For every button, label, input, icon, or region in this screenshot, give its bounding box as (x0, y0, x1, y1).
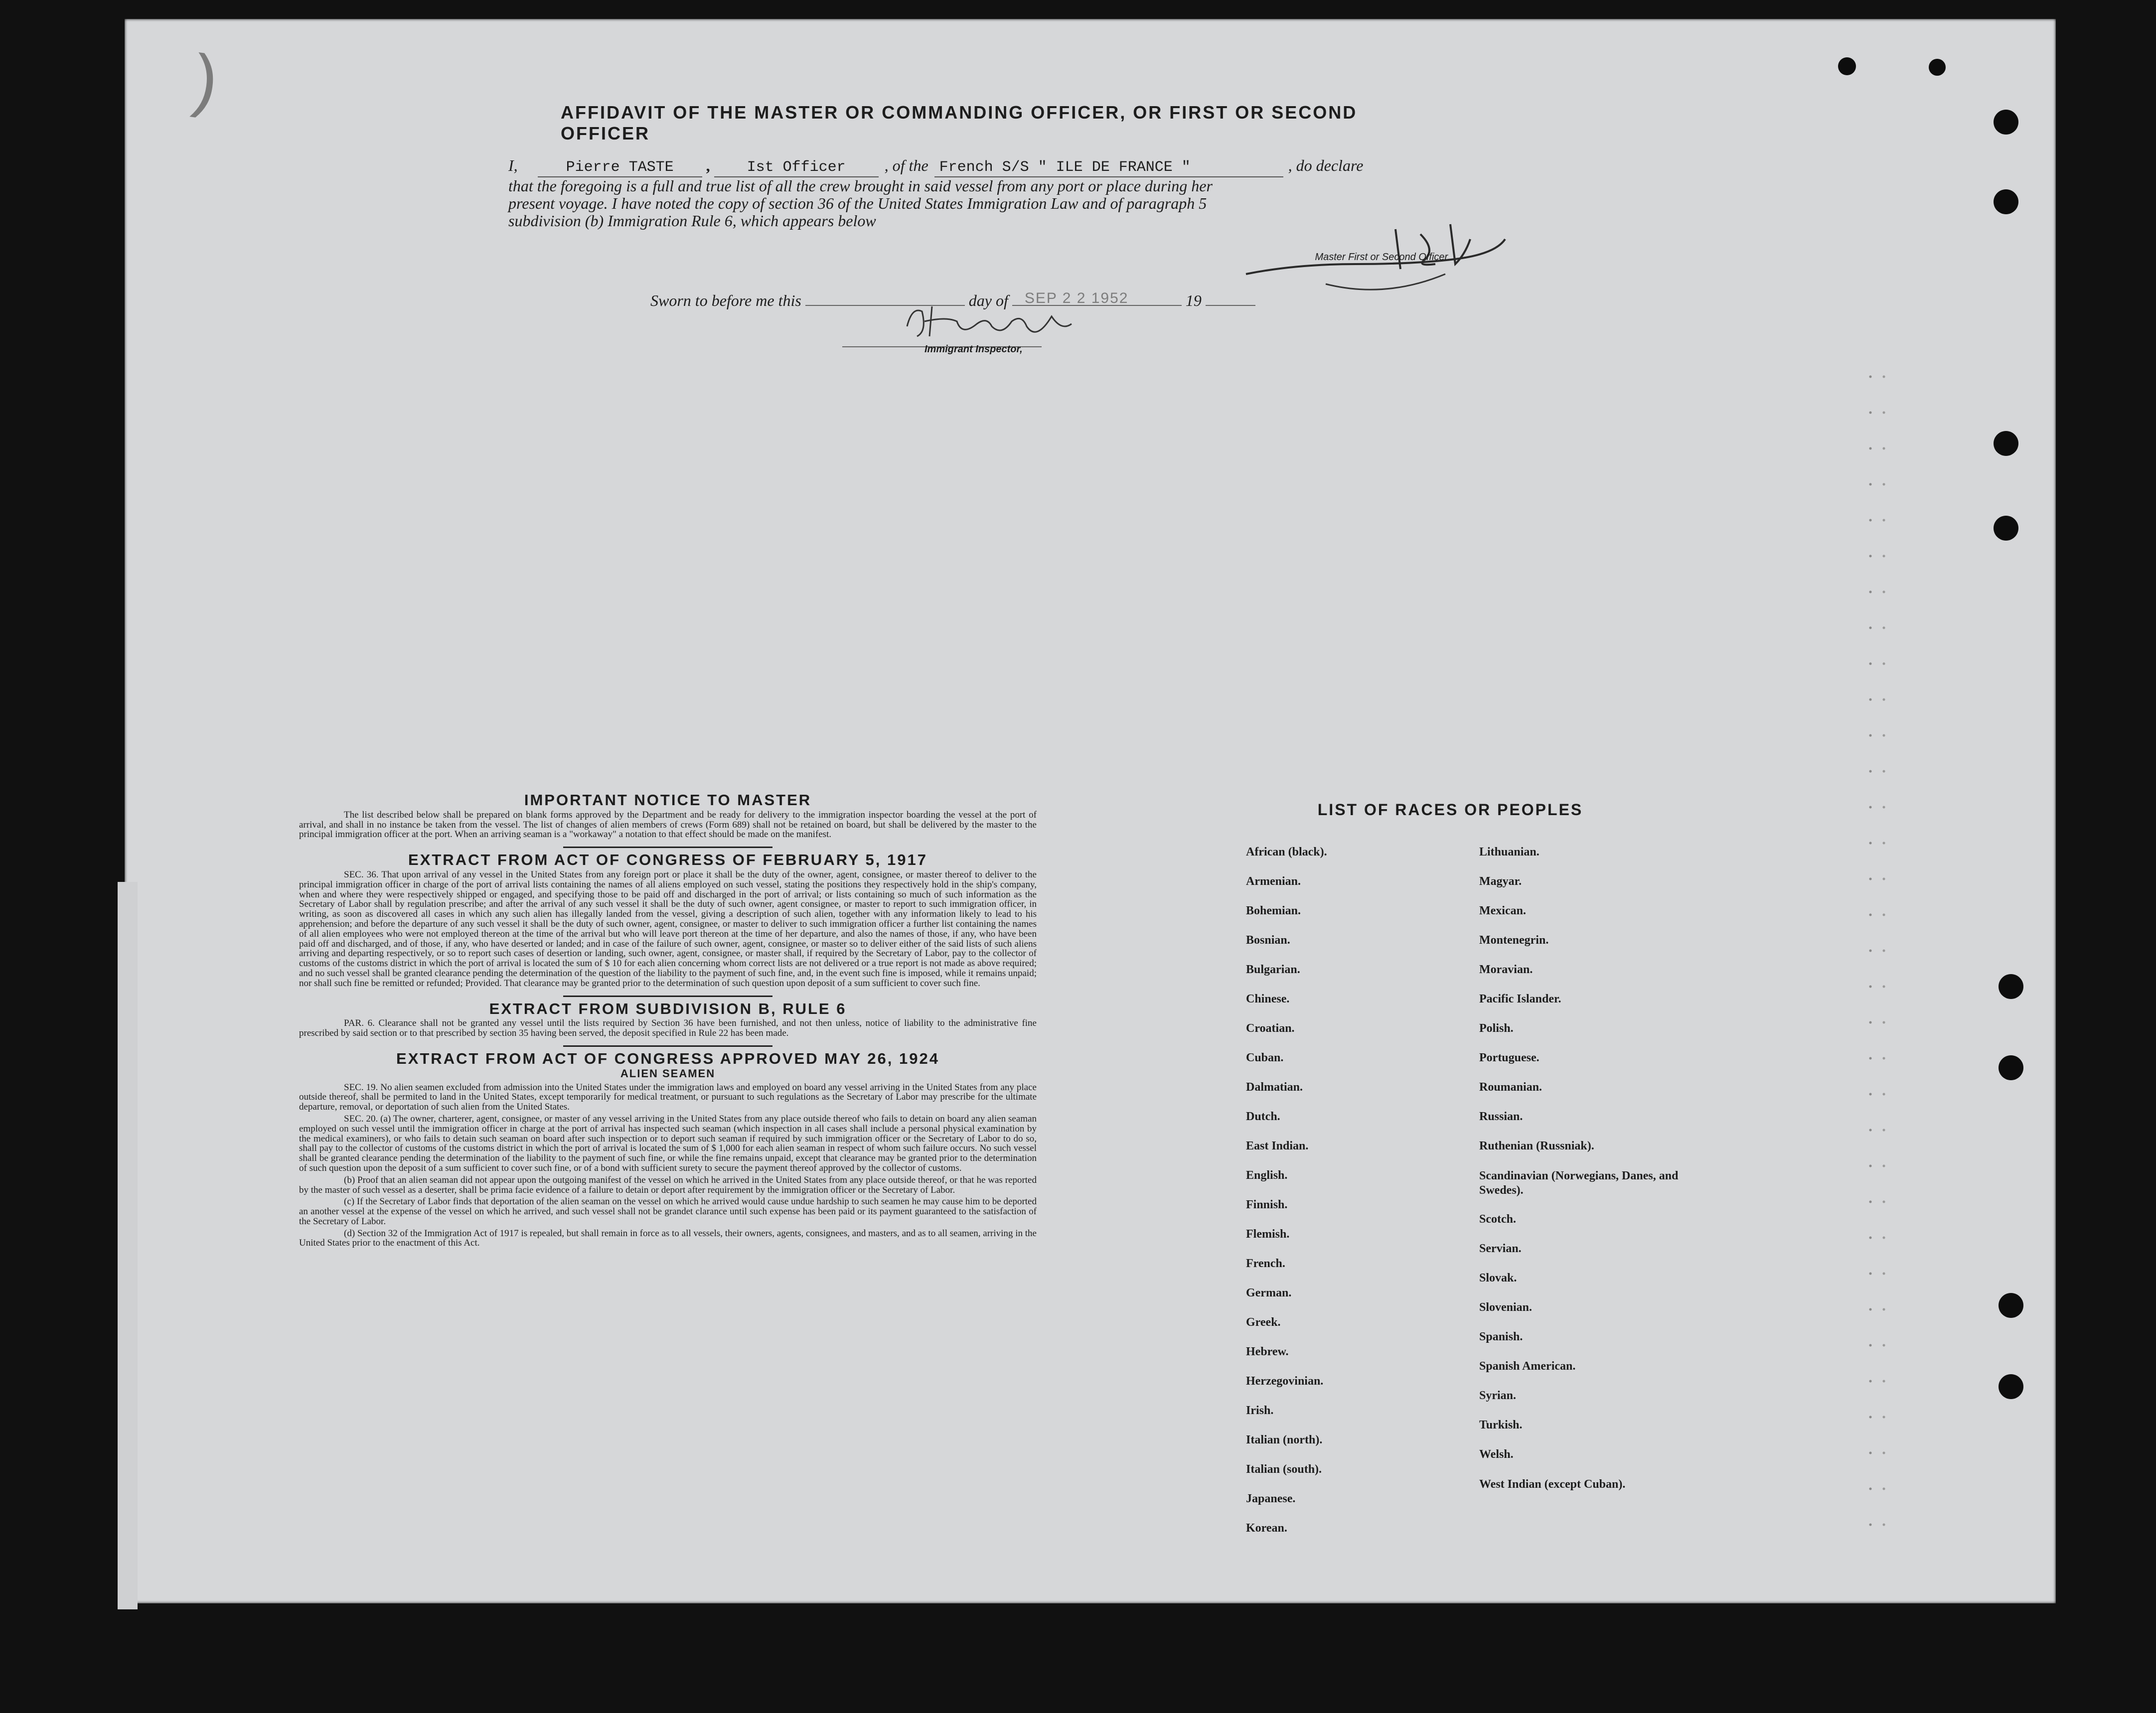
race-item: French. (1246, 1257, 1285, 1270)
sec-20c-text: (c) If the Secretary of Labor finds that deportation of the alien seaman on the vessel on which he arrived would cause undue hardship to such seamen he may cause him to be deported an another vessel at the expense of the vessel on which he arrived, and such vessel shall not be grandet clarance until such expense has been paid or its payment guaranteed to the satisfaction of the Secretary of Labor. (299, 1196, 1037, 1227)
race-item: Lithuanian. (1479, 846, 1540, 858)
affidavit-body: I, Pierre TASTE , Ist Officer , of the French S/S " ILE DE FRANCE " , do declare that the foregoing is a full and true list of all the crew brought in said vessel from any port or place during her present voyage. I have noted the copy of section 36 of the United States Immigration Law and of paragraph 5 subdivision (b) Immigration Rule 6, which appears below (508, 157, 1445, 230)
race-item: Slovak. (1479, 1272, 1517, 1285)
punch-hole (1838, 57, 1856, 75)
race-item: Bosnian. (1246, 934, 1290, 947)
punch-hole (1994, 516, 2018, 541)
officer-rank: Ist Officer (714, 159, 879, 177)
margin-dots (1881, 359, 1886, 1555)
race-item: Moravian. (1479, 963, 1533, 976)
subdivision-b-text: PAR. 6. Clearance shall not be granted any vessel until the lists required by Section 36 have been furnished, and not then unless, notice of liability to the administrative fine prescribed by said section or to that prescribed by section 35 having been served, the deposit specified in Rule 22 has been made. (299, 1018, 1037, 1039)
subdivision-b-title: EXTRACT FROM SUBDIVISION B, RULE 6 (489, 999, 847, 1017)
race-item: Welsh. (1479, 1448, 1514, 1461)
affidavit-i: I, (508, 156, 518, 174)
races-right-column (1479, 846, 1679, 1507)
race-item: Dutch. (1246, 1110, 1280, 1123)
race-item: Scandinavian (Norwegians, Danes, and Swedes). (1479, 1169, 1679, 1197)
inspector-signature (902, 296, 1131, 351)
punch-hole (1999, 1055, 2023, 1080)
officer-name: Pierre TASTE (538, 159, 702, 177)
race-item: Italian (south). (1246, 1463, 1322, 1476)
of-the: , of the (884, 156, 928, 174)
sec-19-text: SEC. 19. No alien seamen excluded from admission into the United States under the immigration laws and employed on board any vessel arriving in the United States from any place outside thereof, shall be permited to land in the United States, except temporarily for medical treatment, or pursuant to such regulations as the Secretary of Labor may prescribe for the ultimate departure, removal, or deportation of such alien from the United States. (299, 1082, 1037, 1113)
race-item: Polish. (1479, 1022, 1514, 1035)
race-item: Chinese. (1246, 993, 1290, 1005)
race-item: Ruthenian (Russniak). (1479, 1140, 1594, 1152)
race-item: Scotch. (1479, 1213, 1516, 1226)
race-item: Irish. (1246, 1404, 1274, 1417)
race-item: Turkish. (1479, 1419, 1523, 1431)
sec-20b-text: (b) Proof that an alien seaman did not appear upon the outgoing manifest of the vessel on which he arrived in the United States from any place outside thereof, or that he was reported by the master of such vessel as a deserter, shall be prima facie evidence of a failure to detain or deport after requirement by the immigration officer or the Secretary of Labor. (299, 1174, 1037, 1195)
vessel-name: French S/S " ILE DE FRANCE " (934, 159, 1283, 177)
race-item: Korean. (1246, 1522, 1287, 1535)
race-item: English. (1246, 1169, 1288, 1182)
notice-title: IMPORTANT NOTICE TO MASTER (524, 791, 812, 809)
race-item: Bohemian. (1246, 904, 1301, 917)
race-item: Italian (north). (1246, 1433, 1323, 1446)
race-item: Roumanian. (1479, 1081, 1542, 1094)
corner-mark: ) (189, 39, 223, 121)
officer-title-label: Master First or Second Officer. (1315, 252, 1450, 263)
race-item: Montenegrin. (1479, 934, 1549, 947)
affidavit-line-3: present voyage. I have noted the copy of section 36 of the United States Immigration Law and of paragraph 5 (508, 194, 1207, 212)
race-item: Portuguese. (1479, 1051, 1540, 1064)
races-title: LIST OF RACES OR PEOPLES (1317, 801, 1583, 819)
alien-seamen-subtitle: ALIEN SEAMEN (620, 1067, 716, 1080)
paper-fold (118, 882, 138, 1609)
race-item: Armenian. (1246, 875, 1301, 888)
race-item: Slovenian. (1479, 1301, 1533, 1314)
extract-1917-text: SEC. 36. That upon arrival of any vessel in the United States from any foreign port or place it shall be the duty of the owner, agent, consignee, or master thereof to deliver to the principal immigration officer in charge of the port of arrival lists containing the names of all aliens employed on such vessel, stating the positions they respectively hold in the ship's company, when and where they were respectively shipped or engaged, and specifying those to be paid off and discharged in the port of arrival; or lists containing so much of such information as the Secretary of Labor shall by regulation prescribe; and after the arrival of any such vessel it shall be the duty of such owner, agent consignee, or master to report to such immigration officer, in writing, as soon as discovered all cases in which any such alien has illegally landed from the vessel, giving a description of such alien, together with any information likely to lead to his apprehension; and before the departure of any such vessel it shall be the duty of such owner, agent, consignee, or master to deliver to such immigration officer a further list containing the names of all alien employees who were not employed thereon at the time of the arrival but who will leave port thereon at the time of her departure, and also the names of those, if any, who have been paid off and discharged, and of those, if any, who have deserted or landed; and in case of the failure of such owner, agent, consignee, or master so to deliver either of the said lists of such aliens arriving and departing respectively, or so to report such cases of desertion or landing, such owner, agent, consignee, or master shall, if required by the Secretary of Labor, pay to the collector of customs of the customs district in which the port of arrival is located the sum of $ 10 for each alien concerning whom correct lists are not delivered or a true report is not made as above required; and no such vessel shall be granted clearance pending the determination of the question of the liability to the payment of such fine, and, in the event such fine is imposed, while it remains unpaid; nor shall such fine be remitted or refunded; Provided. That clearance may be granted prior to the determination of such question upon deposit of a sum sufficient to cover such fine. (299, 869, 1037, 989)
extract-1924-title: EXTRACT FROM ACT OF CONGRESS APPROVED MAY 26, 1924 (396, 1049, 939, 1067)
margin-dots (1868, 359, 1873, 1555)
race-item: Bulgarian. (1246, 963, 1300, 976)
punch-hole (1929, 59, 1946, 76)
race-item: Magyar. (1479, 875, 1522, 888)
race-item: Servian. (1479, 1242, 1522, 1255)
day-of: day of (968, 291, 1008, 309)
races-left-column (1246, 846, 1455, 1551)
affidavit-line-2: that the foregoing is a full and true list of all the crew brought in said vessel from any port or place during her (508, 177, 1213, 195)
race-item: Spanish. (1479, 1330, 1523, 1343)
punch-hole (1994, 189, 2018, 214)
punch-hole (1994, 110, 2018, 135)
affidavit-line-4: subdivision (b) Immigration Rule 6, which appears below (508, 212, 876, 230)
race-item: Greek. (1246, 1316, 1281, 1329)
race-item: Flemish. (1246, 1228, 1290, 1241)
race-item: Russian. (1479, 1110, 1523, 1123)
sec-20d-text: (d) Section 32 of the Immigration Act of 1917 is repealed, but shall remain in force as to all vessels, their owners, agents, consignees, and masters, and as to all seamen, arriving in the United States prior to the enactment of this Act. (299, 1228, 1037, 1249)
race-item: Cuban. (1246, 1051, 1284, 1064)
affidavit-title: AFFIDAVIT OF THE MASTER OR COMMANDING OFFICER, OR FIRST OR SECOND OFFICER (561, 102, 1358, 143)
race-item: Finnish. (1246, 1198, 1288, 1211)
race-item: African (black). (1246, 846, 1327, 858)
race-item: Hebrew. (1246, 1345, 1289, 1358)
sec-20a-text: SEC. 20. (a) The owner, charterer, agent, consignee, or master of any vessel arriving in the United States from any place outside thereof who fails to detain on board any alien seaman employed on such vessel until the immigration officer in charge at the port of arrival has inspected such seaman (which inspection in all cases shall include a personal physical examination by the medical examiners), or who fails to detain such seaman on board after such inspection or to deport such seaman if required by such immigration officer or the Secretary of Labor to do so, shall pay to the collector of customs of the customs district in which the port of arrival is located the sum of $ 1,000 for each alien seaman in respect of whom such failure occurs. No such vessel shall be granted clearance pending the determination of the liability to the payment of such fine, or while the fine remains unpaid, except that clearance may be granted prior to the determination of such question upon the deposit of a sum sufficient to cover such fine, or of a bond with sufficient surety to secure the payment thereof approved by the collector of customs. (299, 1113, 1037, 1173)
race-item: West Indian (except Cuban). (1479, 1478, 1626, 1491)
race-item: Dalmatian. (1246, 1081, 1303, 1094)
notice-text: The list described below shall be prepared on blank forms approved by the Department and be ready for delivery to the immigration inspector boarding the vessel at the port of arrival, and shall in no instance be taken from the vessel. The list of changes of alien members of crews (Form 689) shall not be retained on board, but shall be delivered by the master to the principal immigration officer at the port. When an arriving seaman is a "workaway" a notation to that effect should be made on the manifest. (299, 809, 1037, 840)
year-prefix: 19 (1185, 291, 1202, 309)
race-item: Syrian. (1479, 1389, 1517, 1402)
race-item: Spanish American. (1479, 1360, 1576, 1373)
race-item: Croatian. (1246, 1022, 1295, 1035)
race-item: Mexican. (1479, 904, 1526, 917)
divider (563, 996, 772, 997)
race-item: German. (1246, 1286, 1292, 1299)
sworn-text: Sworn to before me this (650, 291, 801, 309)
divider (563, 1045, 772, 1047)
race-item: Herzegovinian. (1246, 1375, 1324, 1388)
race-item: East Indian. (1246, 1140, 1309, 1152)
extract-1917-title: EXTRACT FROM ACT OF CONGRESS OF FEBRUARY 5, 1917 (408, 851, 927, 869)
date-stamp: SEP 2 2 1952 (1024, 290, 1129, 306)
punch-hole (1994, 431, 2018, 456)
punch-hole (1999, 1374, 2023, 1399)
punch-hole (1999, 974, 2023, 999)
punch-hole (1999, 1293, 2023, 1318)
inspector-label: Immigrant Inspector, (924, 344, 1023, 355)
legal-notices (299, 792, 1037, 1250)
divider (563, 847, 772, 848)
race-item: Pacific Islander. (1479, 993, 1561, 1005)
do-declare: , do declare (1288, 156, 1364, 174)
race-item: Japanese. (1246, 1492, 1296, 1505)
